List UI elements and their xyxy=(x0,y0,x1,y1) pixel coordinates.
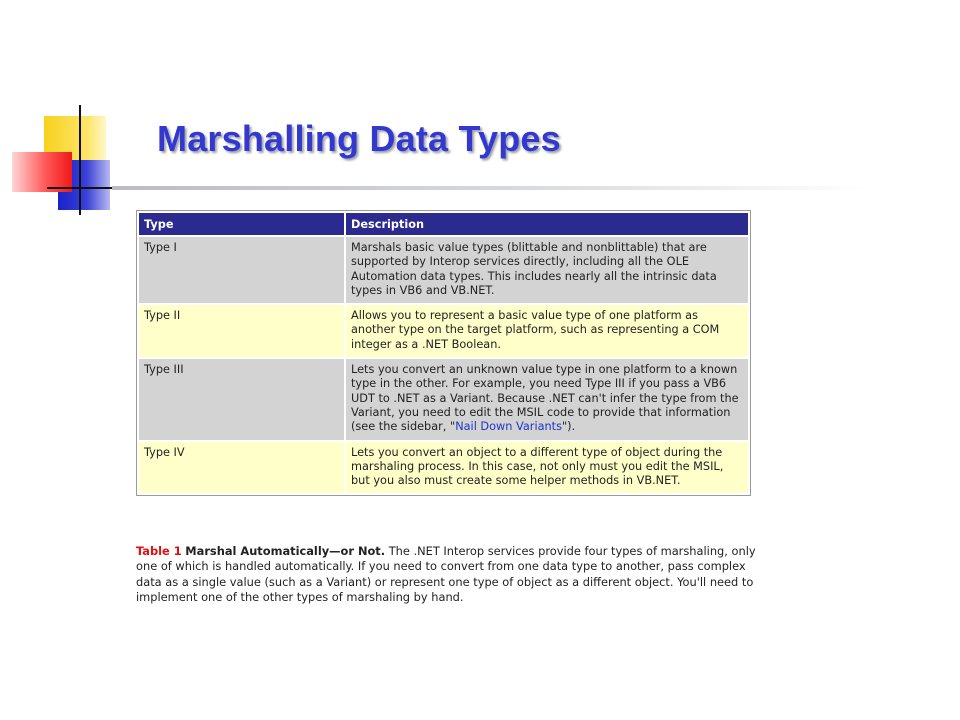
table-row xyxy=(139,305,748,357)
column-header-type: Type xyxy=(139,213,344,235)
description-cell: Lets you convert an object to a different type of object during the marshaling process. In this case, not only must you edit the MSIL, but you also must create some helper methods in VB.NET. xyxy=(346,442,748,494)
type-cell: Type II xyxy=(139,305,344,357)
description-text-end: "). xyxy=(561,420,576,434)
title-underline xyxy=(112,186,872,190)
table-row xyxy=(139,237,748,303)
type-cell: Type I xyxy=(139,237,344,303)
caption-label: Table 1 xyxy=(136,544,182,558)
table-row xyxy=(139,359,748,439)
table-row xyxy=(139,442,748,494)
marshalling-types-table xyxy=(136,210,751,496)
description-cell: Marshals basic value types (blittable and nonblittable) that are supported by Interop services directly, including all the OLE Automation data types. This includes nearly all the intrinsic data types in VB6 and VB.NET. xyxy=(346,237,748,303)
type-cell: Type IV xyxy=(139,442,344,494)
description-cell: Allows you to represent a basic value type of one platform as another type on the target platform, such as representing a COM integer as a .NET Boolean. xyxy=(346,305,748,357)
caption-text: The .NET Interop services provide four types of marshaling, only one of which is handled automatically. If you need to convert from one data type to another, pass complex data as a single value (such as a Variant) or represent one type of object as a different object. You'll need to implement one of the other types of marshaling by hand. xyxy=(136,544,756,604)
decor-vertical-line xyxy=(79,105,81,215)
decor-red-bar xyxy=(12,152,72,192)
table-header-row xyxy=(139,213,748,235)
caption-title: Marshal Automatically—or Not. xyxy=(185,544,386,558)
column-header-description: Description xyxy=(346,213,748,235)
slide-title: Marshalling Data Types xyxy=(157,118,561,159)
nail-down-variants-link[interactable]: Nail Down Variants xyxy=(455,420,562,434)
description-cell xyxy=(346,359,748,439)
decor-horizontal-line xyxy=(47,187,113,189)
type-cell: Type III xyxy=(139,359,344,439)
table-caption xyxy=(136,544,756,605)
description-text: Lets you convert an unknown value type in one platform to a known type in the other. For example, you need Type III if you pass a VB6 UDT to .NET as a Variant. Because .NET can't infer the type from the Variant, you need to edit the MSIL code to provide that information (see the sidebar, " xyxy=(351,363,739,434)
